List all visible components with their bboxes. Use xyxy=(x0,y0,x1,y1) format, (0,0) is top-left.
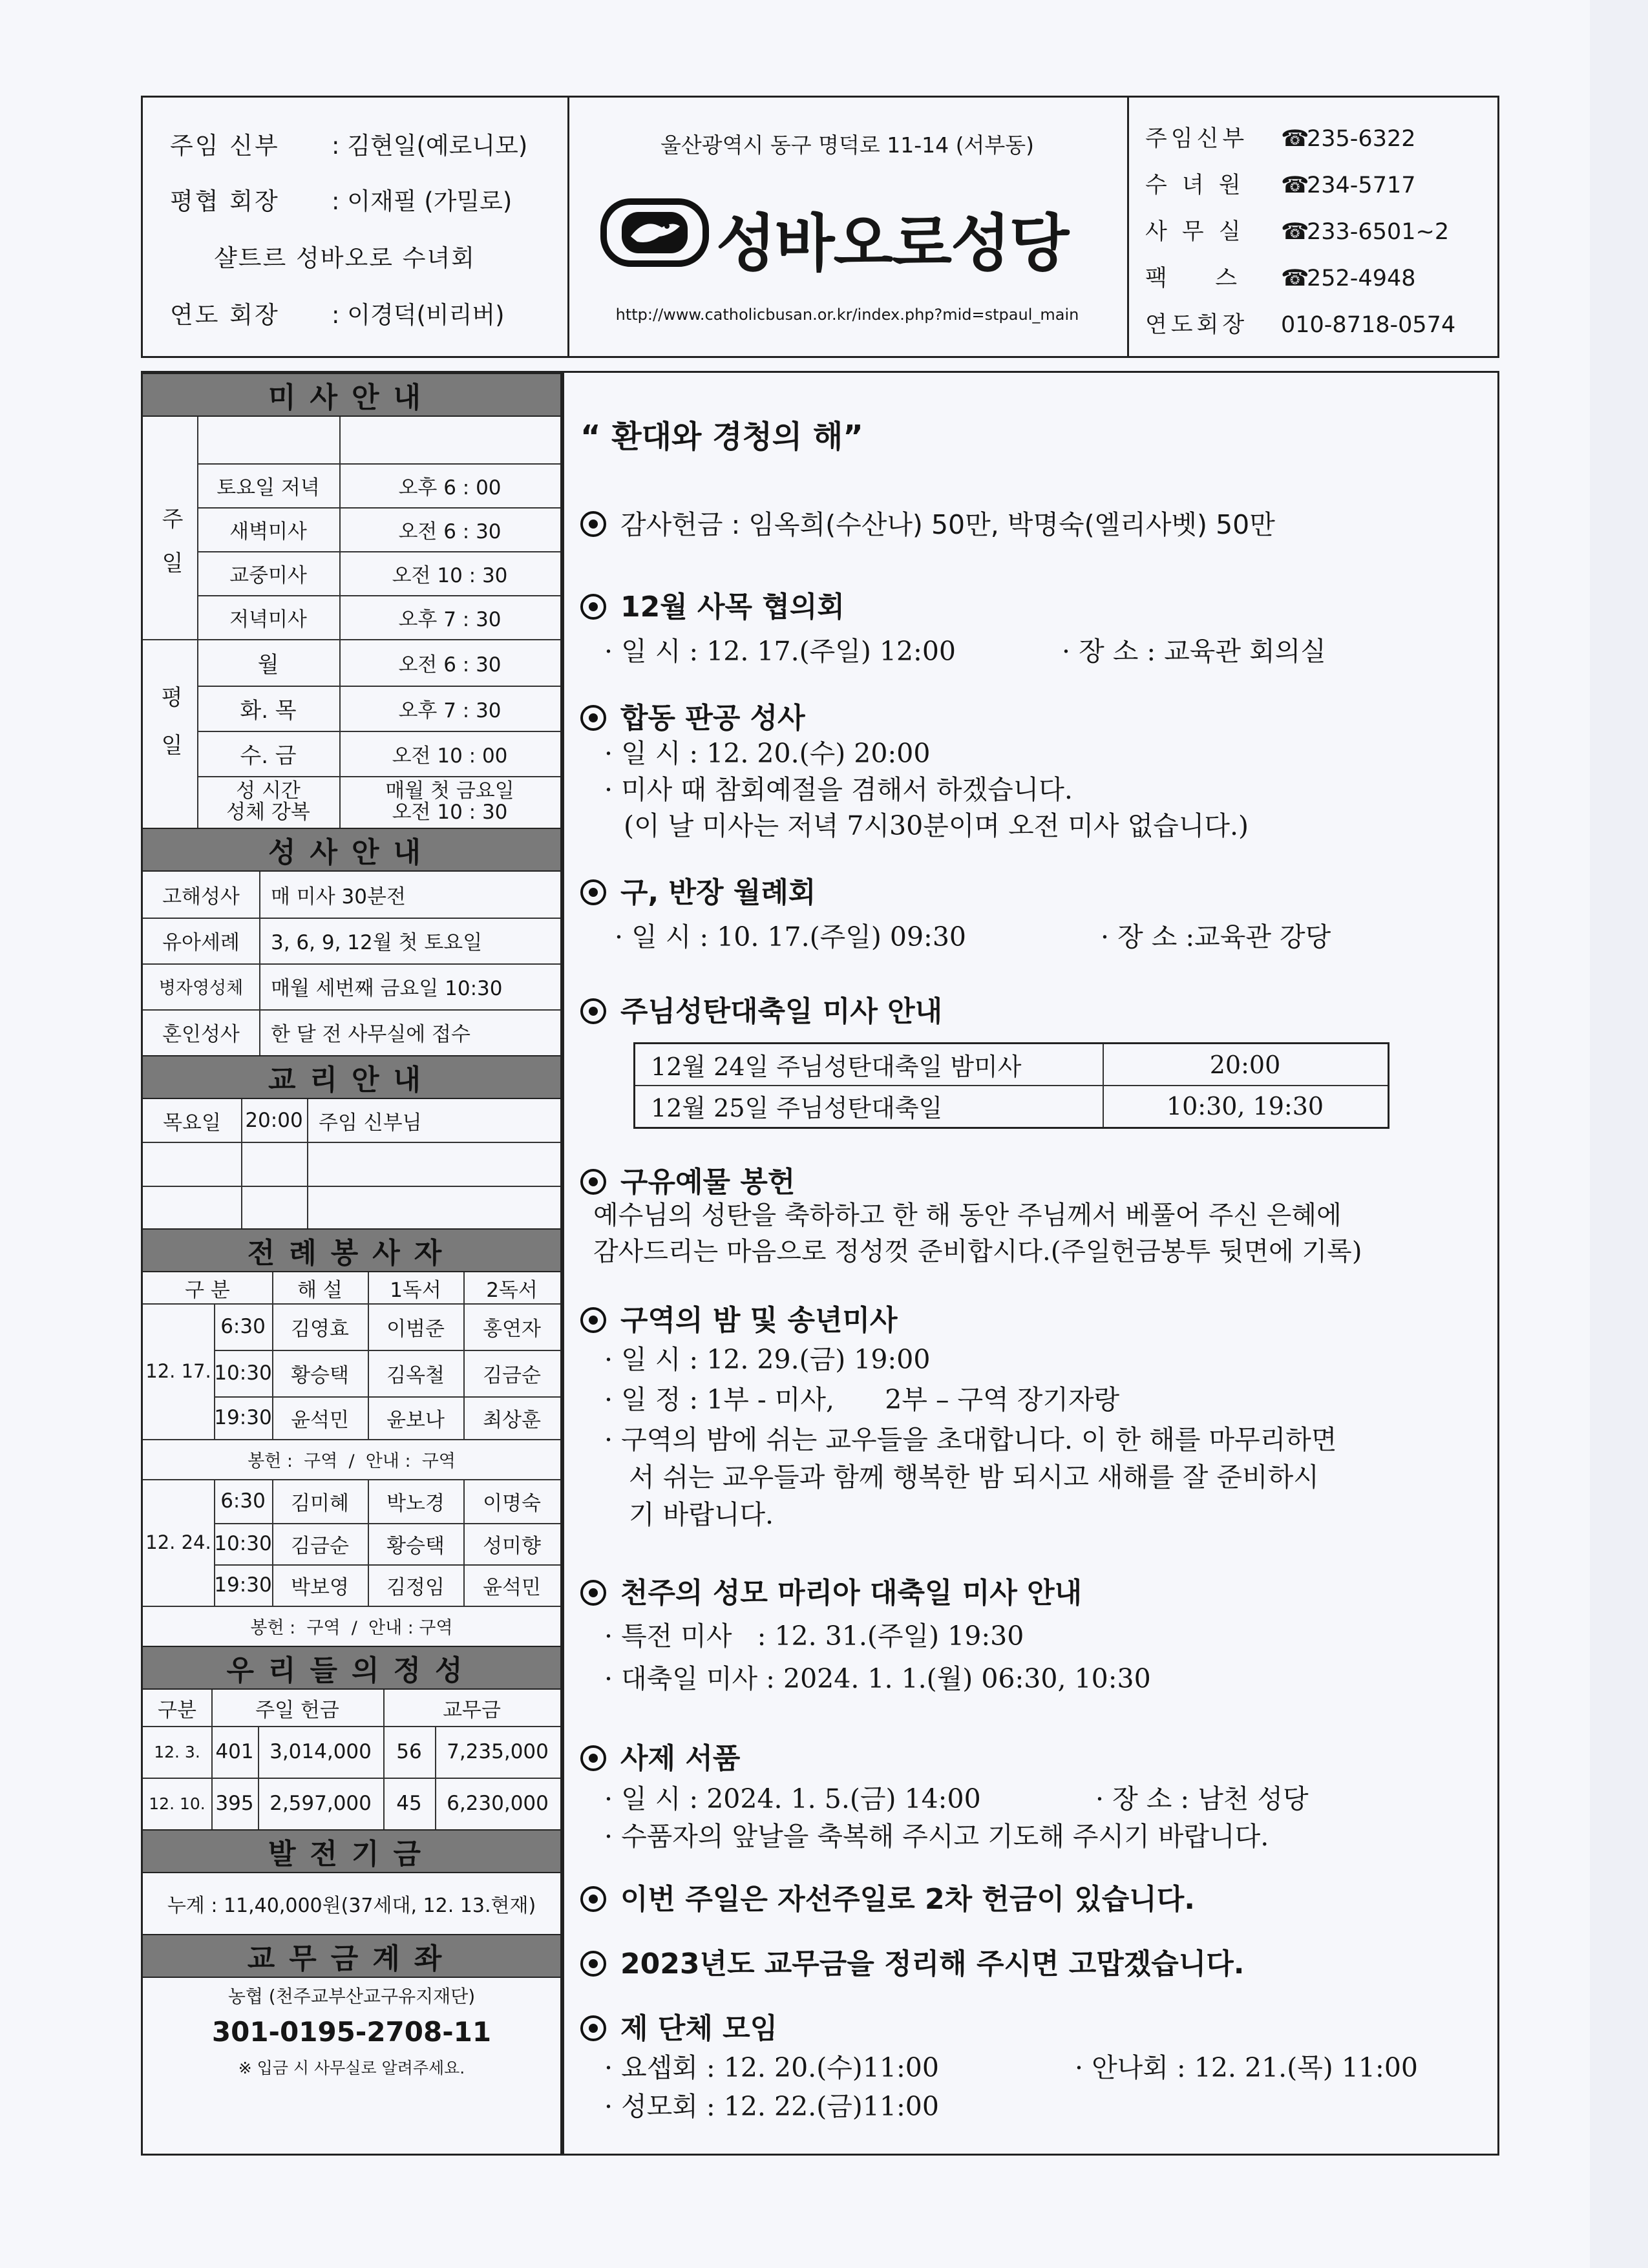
liturgy-reader1: 황승택 xyxy=(386,1534,445,1558)
weekday-label: 평일 xyxy=(156,686,183,781)
district-when: · 일 시 : 12. 29.(금) 19:00 xyxy=(604,1344,931,1375)
liturgy-time: 6:30 xyxy=(220,1489,266,1513)
sacrament-value: 3, 6, 9, 12월 첫 토요일 xyxy=(271,931,483,954)
leaders-where: · 장 소 :교육관 강당 xyxy=(1101,921,1331,952)
mass-time: 오후 6 : 00 xyxy=(398,476,502,499)
mass-name: 새벽미사 xyxy=(229,520,307,543)
district-text: 기 바랍니다. xyxy=(629,1499,774,1530)
liturgy-reader1: 윤보나 xyxy=(386,1408,445,1432)
contact-row: 주임신부 ☎235-6322 xyxy=(1145,126,1416,152)
mass-name: 월 xyxy=(257,651,279,678)
liturgy-reader1: 김옥철 xyxy=(386,1363,445,1387)
liturgy-reader2: 최상훈 xyxy=(483,1408,541,1432)
contact-row: 팩 스 ☎252-4948 xyxy=(1145,266,1416,291)
ordination-text: · 수품자의 앞날을 축복해 주시고 기도해 주시기 바랍니다. xyxy=(604,1821,1269,1852)
bulletin-header xyxy=(141,96,1499,358)
mass-name: 수. 금 xyxy=(240,742,297,769)
council-row: 평협 회장 : 이재필 (가밀로) xyxy=(170,187,512,215)
penance-when: · 일 시 : 12. 20.(수) 20:00 xyxy=(604,738,931,769)
second-collection: 이번 주일은 자선주일로 2차 헌금이 있습니다. xyxy=(580,1876,1195,1917)
liturgy-commentator: 황승택 xyxy=(291,1363,349,1387)
mass-name: 토요일 저녁 xyxy=(217,476,320,499)
bullet-icon xyxy=(580,1886,606,1912)
leaders-title: 구, 반장 월례회 xyxy=(580,869,816,910)
ordination-where: · 장 소 : 남천 성당 xyxy=(1095,1783,1309,1814)
sacrament-name: 고해성사 xyxy=(162,885,240,908)
mary-vigil: · 특전 미사 : 12. 31.(주일) 19:30 xyxy=(604,1621,1024,1652)
liturgy-time: 10:30 xyxy=(214,1532,272,1555)
church-logo-icon xyxy=(600,198,710,268)
penance-title: 합동 판공 성사 xyxy=(580,695,805,736)
liturgy-reader2: 성미향 xyxy=(483,1534,541,1558)
phone-icon: ☎ xyxy=(1281,266,1309,291)
liturgy-reader1: 김정임 xyxy=(386,1575,445,1599)
legion-row: 연도 회장 : 이경덕(비리버) xyxy=(170,301,505,329)
liturgy-time: 10:30 xyxy=(214,1361,272,1385)
phone-icon: ☎ xyxy=(1281,126,1309,152)
liturgy-reader2: 홍연자 xyxy=(483,1317,541,1341)
meeting-title: 12월 사목 협의회 xyxy=(580,583,845,625)
liturgy-header: 구 분 xyxy=(185,1278,230,1302)
thanks-item: 감사헌금 : 임옥희(수산나) 50만, 박명숙(엘리사벳) 50만 xyxy=(580,503,1275,541)
christmas-mass-name: 12월 25일 주님성탄대축일 xyxy=(651,1094,943,1122)
bullet-icon xyxy=(580,2015,606,2041)
catechism-teacher: 주임 신부님 xyxy=(319,1111,422,1135)
offering-count: 395 xyxy=(215,1792,254,1815)
announcements-column xyxy=(562,371,1499,2156)
catechism-section-header: 교리안내 xyxy=(143,1055,560,1099)
sacrament-section-header: 성사안내 xyxy=(143,828,560,872)
sunday-label: 주일 xyxy=(157,507,184,595)
ordination-when: · 일 시 : 2024. 1. 5.(금) 14:00 xyxy=(604,1783,981,1814)
church-name: 성바오로성당 xyxy=(716,207,1068,280)
liturgy-header: 1독서 xyxy=(390,1278,441,1302)
dues-notice: 2023년도 교무금을 정리해 주시면 고맙겠습니다. xyxy=(580,1940,1245,1982)
mass-time: 오후 7 : 30 xyxy=(398,607,502,631)
mass-name: 화. 목 xyxy=(240,697,297,724)
phone-icon: ☎ xyxy=(1281,173,1309,198)
bullet-icon xyxy=(580,1307,606,1333)
mass-time: 오전 6 : 30 xyxy=(398,520,502,543)
sacrament-name: 혼인성사 xyxy=(162,1023,240,1046)
liturgy-section-header: 전례봉사자 xyxy=(143,1228,560,1272)
offering-date: 12. 10. xyxy=(149,1794,206,1813)
leaders-when: · 일 시 : 10. 17.(주일) 09:30 xyxy=(615,921,967,952)
district-title: 구역의 밤 및 송년미사 xyxy=(580,1297,898,1338)
liturgy-commentator: 김영효 xyxy=(291,1317,349,1341)
liturgy-note: 봉헌 : 구역 / 안내 : 구역 xyxy=(248,1451,456,1471)
christmas-mass-time: 10:30, 19:30 xyxy=(1166,1091,1324,1120)
year-theme: “ 환대와 경청의 해” xyxy=(580,419,863,455)
meeting-where: · 장 소 : 교육관 회의실 xyxy=(1062,636,1326,667)
offering-header: 주일 헌금 xyxy=(255,1698,339,1722)
pastor-row: 주임 신부 : 김현일(예로니모) xyxy=(170,132,528,160)
holy-hour-name: 성 시간 성체 강복 xyxy=(226,779,310,824)
liturgy-reader1: 이범준 xyxy=(386,1317,445,1341)
sacrament-value: 매월 세번째 금요일 10:30 xyxy=(271,977,503,1000)
bullet-icon xyxy=(580,998,606,1024)
sacrament-value: 한 달 전 사무실에 접수 xyxy=(271,1023,470,1046)
groups-anna: · 안나회 : 12. 21.(목) 11:00 xyxy=(1075,2052,1418,2083)
liturgy-time: 19:30 xyxy=(214,1573,272,1597)
dues-count: 45 xyxy=(396,1792,422,1815)
offering-count: 401 xyxy=(215,1740,254,1763)
liturgy-commentator: 김미혜 xyxy=(291,1491,349,1515)
christmas-mass-time: 20:00 xyxy=(1209,1050,1281,1079)
dues-count: 56 xyxy=(396,1740,422,1763)
fund-section-header: 발전기금 xyxy=(143,1829,560,1873)
bullet-icon xyxy=(580,705,606,731)
dues-amount: 6,230,000 xyxy=(447,1792,549,1815)
liturgy-note: 봉헌 : 구역 / 안내 : 구역 xyxy=(250,1617,453,1638)
bullet-icon xyxy=(580,594,606,620)
district-schedule: · 일 정 : 1부 - 미사, 2부 – 구역 장기자랑 xyxy=(604,1384,1120,1415)
penance-note2: (이 날 미사는 저녁 7시30분이며 오전 미사 없습니다.) xyxy=(624,810,1249,841)
liturgy-reader2: 김금순 xyxy=(483,1363,541,1387)
gift-text: 예수님의 성탄을 축하하고 한 해 동안 주님께서 베풀어 주신 은혜에 xyxy=(593,1201,1342,1230)
district-text: · 구역의 밤에 쉬는 교우들을 초대합니다. 이 한 해를 마무리하면 xyxy=(604,1424,1337,1455)
sacrament-value: 매 미사 30분전 xyxy=(271,885,406,908)
church-url[interactable]: http://www.catholicbusan.or.kr/index.php?mid=stpaul_main xyxy=(615,306,1079,324)
christmas-mass-name: 12월 24일 주님성탄대축일 밤미사 xyxy=(651,1053,1022,1081)
liturgy-commentator: 윤석민 xyxy=(291,1408,349,1432)
gift-text: 감사드리는 마음으로 정성껏 준비합시다.(주일헌금봉투 뒷면에 기록) xyxy=(593,1237,1362,1266)
liturgy-header: 해 설 xyxy=(297,1278,343,1302)
phone-icon: ☎ xyxy=(1281,219,1309,245)
liturgy-reader1: 박노경 xyxy=(386,1491,445,1515)
mass-name: 저녁미사 xyxy=(229,607,307,631)
meeting-when: · 일 시 : 12. 17.(주일) 12:00 xyxy=(604,636,956,667)
convent-name: 샬트르 성바오로 수녀회 xyxy=(214,244,476,272)
header-contacts-box xyxy=(1127,98,1497,356)
mary-mass: · 대축일 미사 : 2024. 1. 1.(월) 06:30, 10:30 xyxy=(604,1663,1151,1694)
liturgy-commentator: 박보영 xyxy=(291,1575,349,1599)
liturgy-reader2: 윤석민 xyxy=(483,1575,541,1599)
liturgy-date: 12. 24. xyxy=(145,1531,211,1553)
ordination-title: 사제 서품 xyxy=(580,1735,740,1776)
sacrament-name: 병자영성체 xyxy=(158,978,244,998)
groups-joseph: · 요셉회 : 12. 20.(수)11:00 xyxy=(604,2052,939,2083)
sacrament-name: 유아세례 xyxy=(162,931,240,954)
district-text: 서 쉬는 교우들과 함께 행복한 밤 되시고 새해를 잘 준비하시 xyxy=(629,1462,1319,1493)
catechism-day: 목요일 xyxy=(163,1111,221,1135)
bullet-icon xyxy=(580,1580,606,1606)
liturgy-header: 2독서 xyxy=(486,1278,538,1302)
account-section-header: 교무금계좌 xyxy=(143,1934,560,1978)
account-bank: 농협 (천주교부산교구유지재단) xyxy=(227,1986,476,2007)
groups-mary: · 성모회 : 12. 22.(금)11:00 xyxy=(604,2091,939,2122)
mass-name: 교중미사 xyxy=(229,563,307,587)
christmas-title: 주님성탄대축일 미사 안내 xyxy=(580,988,942,1029)
groups-title: 제 단체 모임 xyxy=(580,2005,777,2046)
bullet-icon xyxy=(580,511,606,537)
offering-header: 교무금 xyxy=(443,1698,501,1722)
liturgy-commentator: 김금순 xyxy=(291,1534,349,1558)
contact-row: 연도회장 010-8718-0574 xyxy=(1145,312,1456,338)
liturgy-date: 12. 17. xyxy=(145,1360,211,1382)
offering-header: 구분 xyxy=(158,1698,196,1722)
account-number: 301-0195-2708-11 xyxy=(211,2015,492,2048)
holy-hour-time: 매월 첫 금요일 오전 10 : 30 xyxy=(385,779,514,824)
mass-time: 오전 10 : 30 xyxy=(392,563,508,587)
church-address: 울산광역시 동구 명덕로 11-14 (서부동) xyxy=(660,132,1034,158)
mass-section-header: 미사안내 xyxy=(143,373,560,417)
mary-title: 천주의 성모 마리아 대축일 미사 안내 xyxy=(580,1570,1082,1611)
liturgy-time: 19:30 xyxy=(214,1406,272,1429)
bullet-icon xyxy=(580,1951,606,1977)
catechism-time: 20:00 xyxy=(245,1109,303,1132)
offering-amount: 3,014,000 xyxy=(269,1740,372,1763)
christmas-mass-table xyxy=(633,1042,1389,1129)
bullet-icon xyxy=(580,1169,606,1195)
mass-time: 오전 6 : 30 xyxy=(398,653,502,677)
contact-row: 수 녀 원 ☎234-5717 xyxy=(1145,173,1416,198)
mass-time: 오전 10 : 00 xyxy=(392,744,508,768)
header-staff-box xyxy=(143,98,569,356)
bullet-icon xyxy=(580,879,606,905)
liturgy-time: 6:30 xyxy=(220,1315,266,1338)
header-title-box xyxy=(567,98,1129,356)
offering-amount: 2,597,000 xyxy=(269,1792,372,1815)
liturgy-reader2: 이명숙 xyxy=(483,1491,541,1515)
offering-section-header: 우리들의정성 xyxy=(143,1646,560,1690)
gift-title: 구유예물 봉헌 xyxy=(580,1159,795,1200)
offering-date: 12. 3. xyxy=(154,1742,200,1761)
left-info-column xyxy=(141,371,562,2156)
dues-amount: 7,235,000 xyxy=(447,1740,549,1763)
mass-time: 오후 7 : 30 xyxy=(398,698,502,722)
bullet-icon xyxy=(580,1745,606,1771)
account-note: ※ 입금 시 사무실로 알려주세요. xyxy=(238,2059,465,2077)
penance-note: · 미사 때 참회예절을 겸해서 하겠습니다. xyxy=(604,774,1073,805)
contact-row: 사 무 실 ☎233-6501~2 xyxy=(1145,219,1450,245)
fund-total: 누계 : 11,40,000원(37세대, 12. 13.현재) xyxy=(167,1895,536,1917)
